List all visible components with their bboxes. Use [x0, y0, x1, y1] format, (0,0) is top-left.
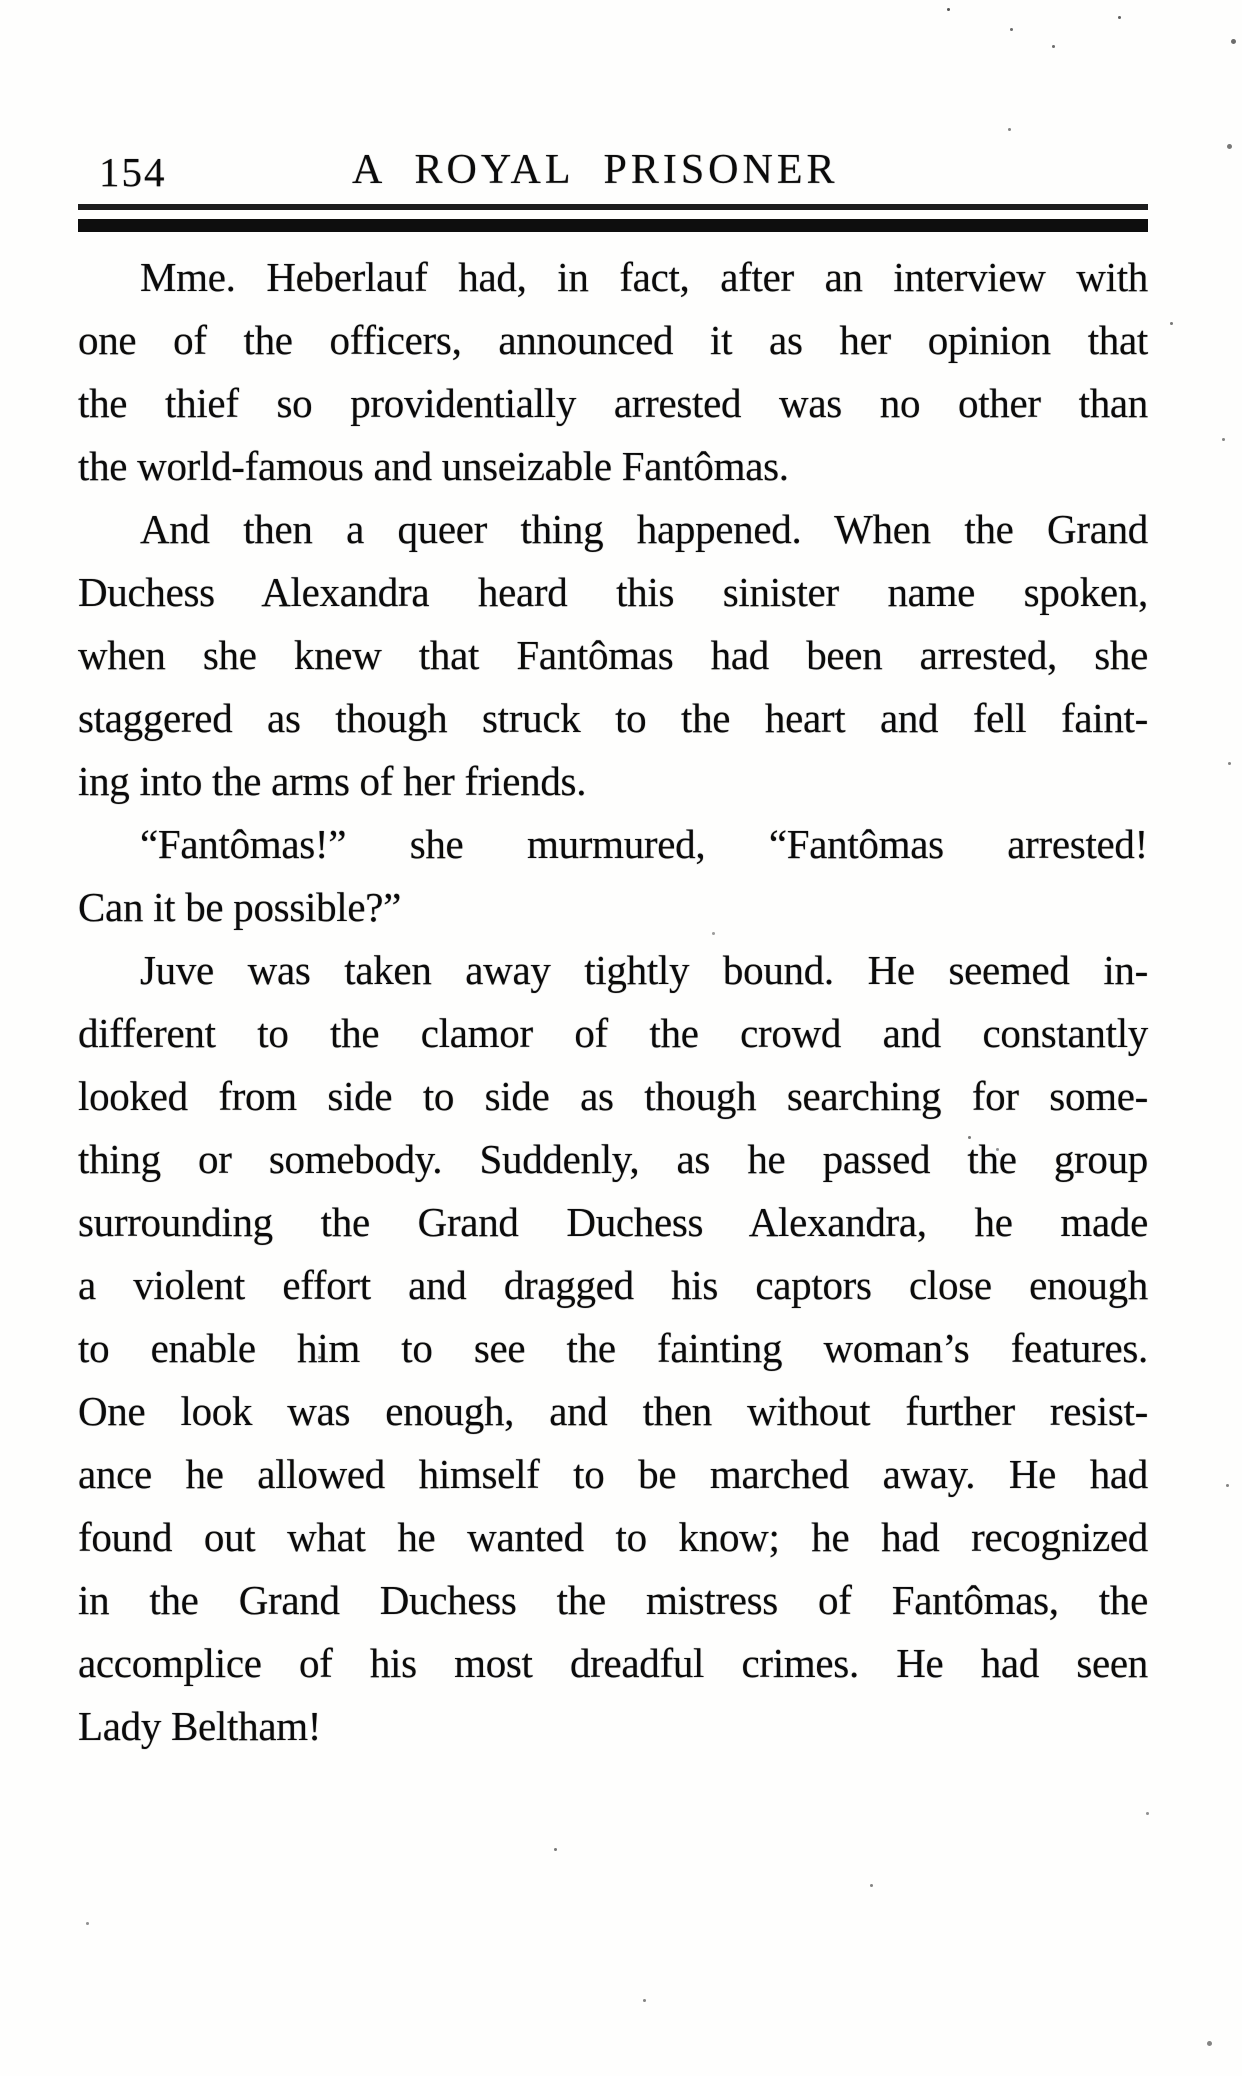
text-line: found out what he wanted to know; he had recognized — [78, 1514, 1148, 1560]
text-line: Lady Beltham! — [78, 1703, 322, 1749]
text-line: in the Grand Duchess the mistress of Fantômas, the — [78, 1577, 1148, 1623]
text-line: Duchess Alexandra heard this sinister name spoken, — [78, 569, 1148, 615]
text-line: a violent effort and dragged his captors close enough — [78, 1262, 1148, 1308]
text-line: looked from side to side as though searching for some- — [78, 1073, 1148, 1119]
text-line: the thief so providentially arrested was no other than — [78, 380, 1148, 426]
page-number: 154 — [99, 149, 167, 195]
running-title: A ROYAL PRISONER — [352, 147, 839, 193]
text-line: “Fantômas!” she murmured, “Fantômas arrested! — [140, 821, 1148, 867]
text-line: different to the clamor of the crowd and constantly — [78, 1010, 1148, 1056]
header-rule-thick — [78, 219, 1148, 232]
text-line: ing into the arms of her friends. — [78, 758, 587, 804]
text-line: to enable him to see the fainting woman’s features. — [78, 1325, 1148, 1371]
text-line: ance he allowed himself to be marched away. He had — [78, 1451, 1148, 1497]
text-line: surrounding the Grand Duchess Alexandra, he made — [78, 1199, 1148, 1245]
text-line: accomplice of his most dreadful crimes. He had seen — [78, 1640, 1148, 1686]
text-line: when she knew that Fantômas had been arrested, she — [78, 632, 1148, 678]
header-rule-thin — [78, 204, 1148, 210]
text-line: one of the officers, announced it as her opinion that — [78, 317, 1148, 363]
text-line: Can it be possible?” — [78, 884, 402, 930]
text-line: Mme. Heberlauf had, in fact, after an interview with — [140, 254, 1148, 300]
scan-noise — [0, 0, 3, 3]
text-line: staggered as though struck to the heart and fell faint- — [78, 695, 1148, 741]
text-line: And then a queer thing happened. When the Grand — [140, 506, 1148, 552]
text-line: the world-famous and unseizable Fantômas. — [78, 443, 789, 489]
page-text — [78, 246, 1148, 1758]
text-line: Juve was taken away tightly bound. He seemed in- — [140, 947, 1148, 993]
text-line: thing or somebody. Suddenly, as he passed the group — [78, 1136, 1148, 1182]
text-line: One look was enough, and then without further resist- — [78, 1388, 1148, 1434]
